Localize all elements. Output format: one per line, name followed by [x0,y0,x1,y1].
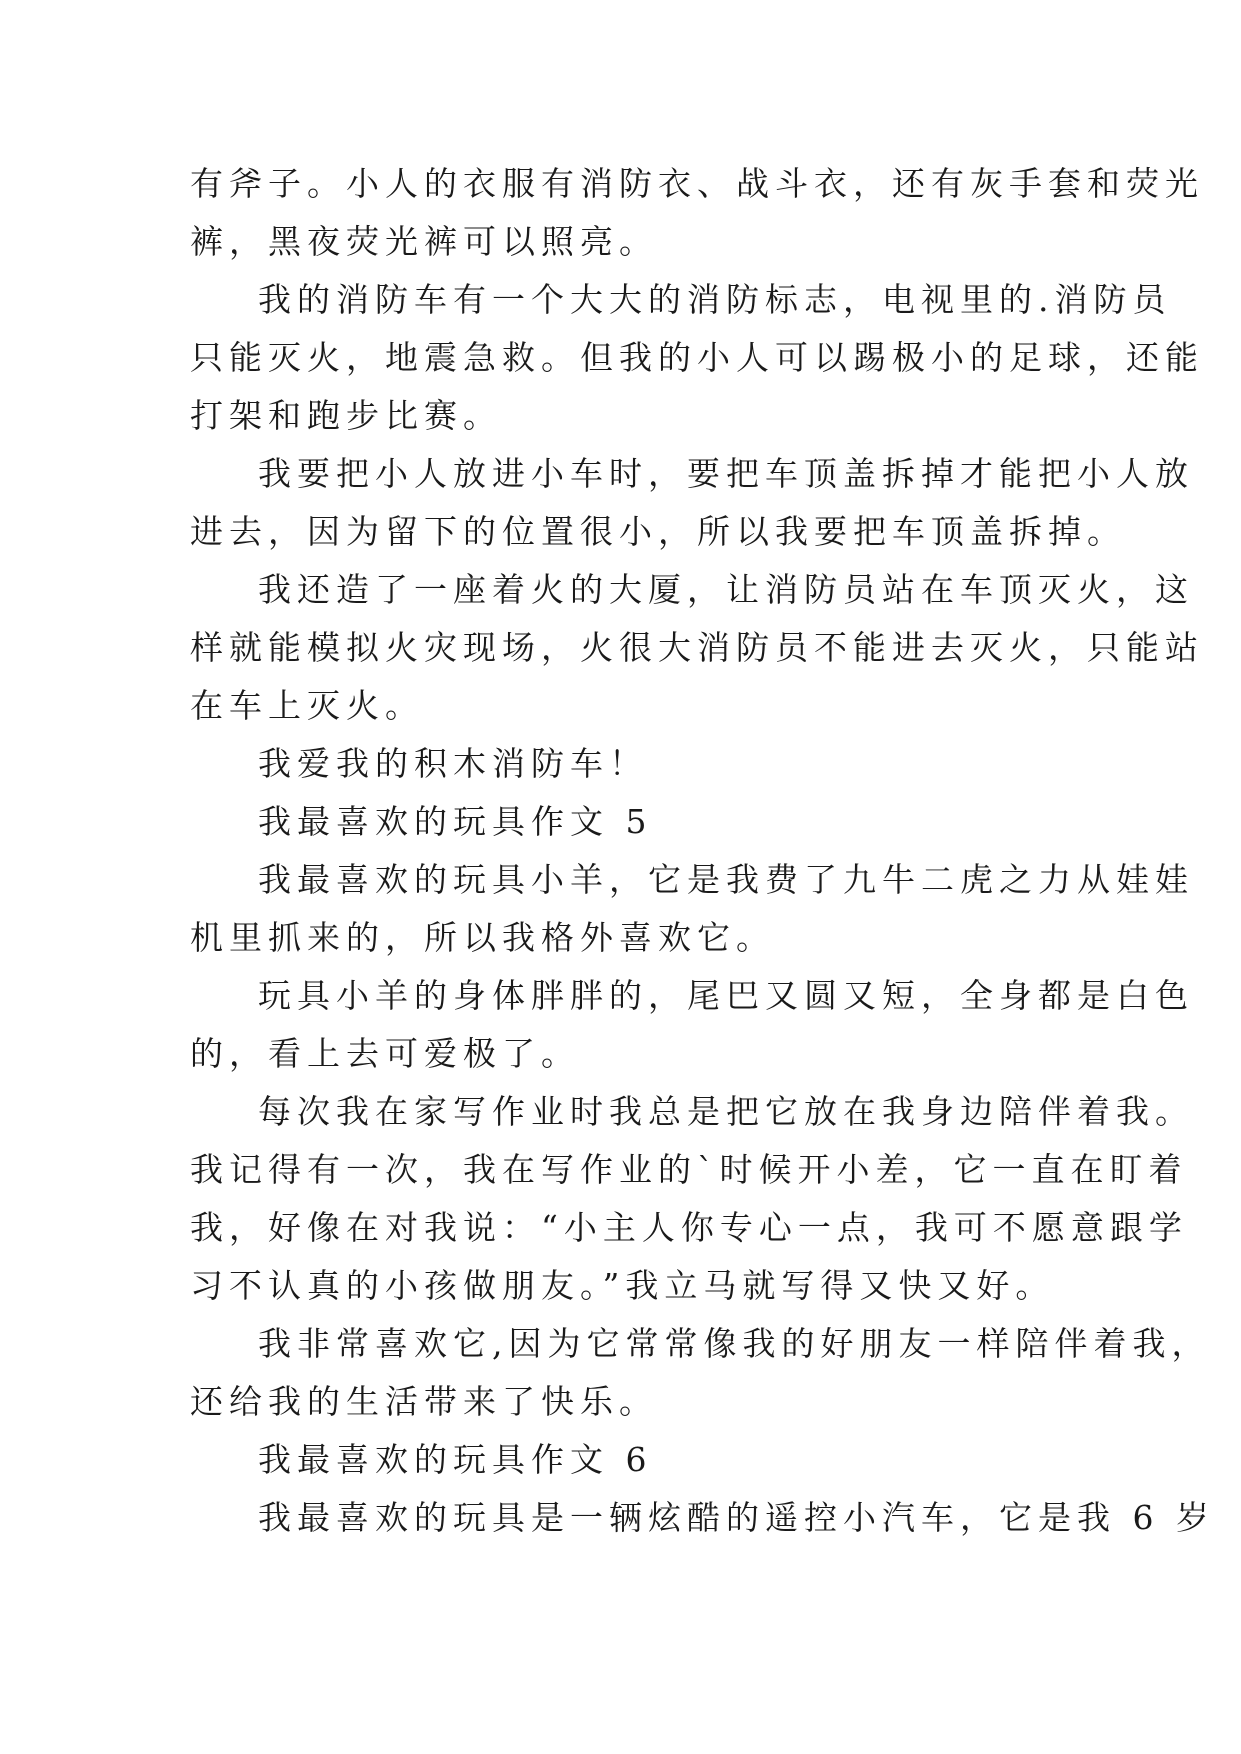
text-line: 我爱我的积木消防车！ [258,744,648,783]
text-line: 的，看上去可爱极了。 [190,1034,580,1073]
text-line: 我最喜欢的玩具小羊，它是我费了九牛二虎之力从娃娃 [258,860,1194,899]
text-line: 还给我的生活带来了快乐。 [190,1382,658,1421]
text-line: 我非常喜欢它,因为它常常像我的好朋友一样陪伴着我， [258,1324,1211,1363]
text-line: 只能灭火，地震急救。但我的小人可以踢极小的足球，还能 [190,338,1204,377]
text-line: 我记得有一次，我在写作业的`时候开小差，它一直在盯着 [190,1150,1188,1189]
text-line: 有斧子。小人的衣服有消防衣、战斗衣，还有灰手套和荧光 [190,164,1204,203]
document-body [190,155,1215,1547]
text-line: 打架和跑步比赛。 [190,396,502,435]
text-line: 我，好像在对我说：“小主人你专心一点，我可不愿意跟学 [190,1208,1188,1247]
text-line: 每次我在家写作业时我总是把它放在我身边陪伴着我。 [258,1092,1194,1131]
text-line: 我要把小人放进小车时，要把车顶盖拆掉才能把小人放 [258,454,1194,493]
text-line: 玩具小羊的身体胖胖的，尾巴又圆又短，全身都是白色 [258,976,1194,1015]
text-line: 习不认真的小孩做朋友。”我立马就写得又快又好。 [190,1266,1055,1305]
text-line: 我还造了一座着火的大厦，让消防员站在车顶灭火，这 [258,570,1194,609]
text-line: 在车上灭火。 [190,686,424,725]
text-line: 进去，因为留下的位置很小，所以我要把车顶盖拆掉。 [190,512,1126,551]
section-heading: 我最喜欢的玩具作文 6 [258,1440,653,1479]
text-line: 裤，黑夜荧光裤可以照亮。 [190,222,658,261]
text-line: 机里抓来的，所以我格外喜欢它。 [190,918,775,957]
text-line: 样就能模拟火灾现场，火很大消防员不能进去灭火，只能站 [190,628,1204,667]
text-line: 我最喜欢的玩具是一辆炫酷的遥控小汽车，它是我 6 岁 [258,1498,1215,1537]
section-heading: 我最喜欢的玩具作文 5 [258,802,653,841]
text-line: 我的消防车有一个大大的消防标志，电视里的.消防员 [258,280,1172,319]
